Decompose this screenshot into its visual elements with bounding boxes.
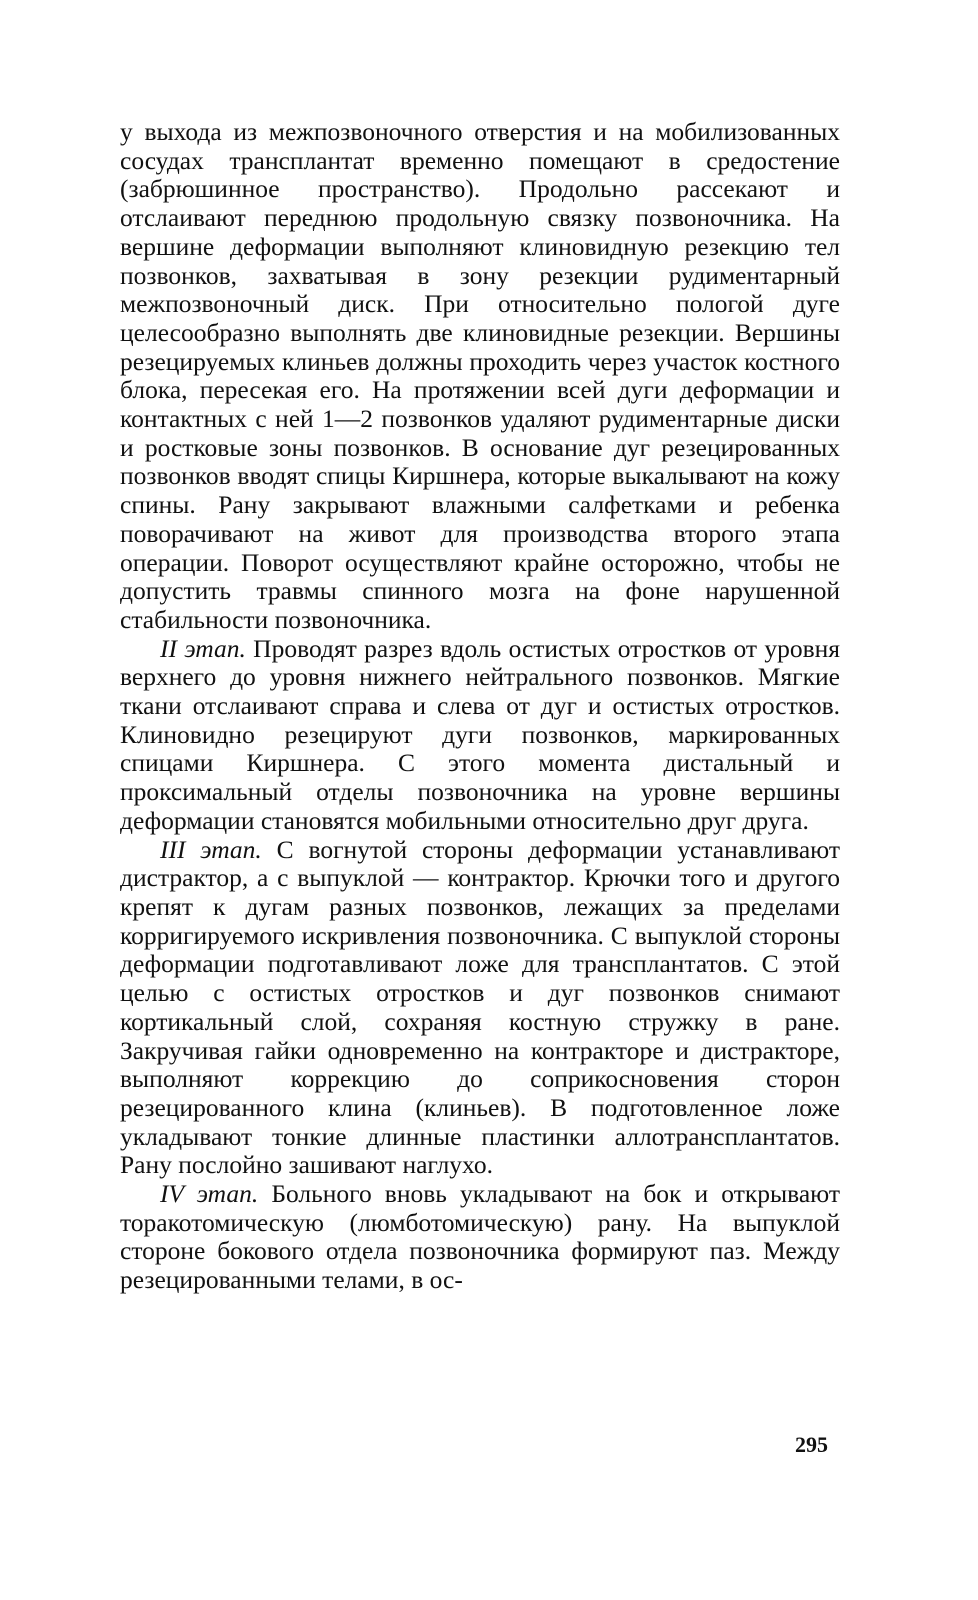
- document-body: [120, 118, 840, 1295]
- paragraph-stage-4-text: Больного вновь укладывают на бок и открывают торакотомическую (люмботомическую) рану. На выпуклой стороне бокового отдела позвоночника формируют паз. Между резецированными телами, в ос-: [120, 1179, 840, 1295]
- page-number: 295: [795, 1432, 828, 1457]
- paragraph-1: [120, 118, 840, 635]
- stage-4-label: IV этап.: [160, 1179, 259, 1209]
- paragraph-stage-3: [120, 836, 840, 1180]
- paragraph-stage-2-text: Проводят разрез вдоль остистых отростков от уровня верхнего до уровня нижнего нейтрального позвонков. Мягкие ткани отслаивают справа и слева от дуг и остистых отростков. Клиновидно резецируют дуги позвонков, маркированных спицами Киршнера. С этого момента дистальный и проксимальный отделы позвоночника на уровне вершины деформации становятся мобильными относительно друг друга.: [120, 633, 841, 835]
- paragraph-stage-3-text: С вогнутой стороны деформации устанавливают дистрактор, а с выпуклой — контрактор. Крючки того и другого крепят к дугам разных позвонков, лежащих за пределами корригируемого искривления позвоночника. С выпуклой стороны деформации подготавливают ложе для трансплантатов. С этой целью с остистых отростков и дуг позвонков снимают кортикальный слой, сохраняя костную стружку в ране. Закручивая гайки одновременно на контракторе и дистракторе, выполняют коррекцию до соприкосновения сторон резецированного клина (клиньев). В подготовленное ложе укладывают тонкие длинные пластинки аллотрансплантатов. Рану послойно зашивают наглухо.: [120, 834, 841, 1180]
- stage-3-label: III этап.: [160, 834, 262, 864]
- paragraph-stage-4: [120, 1180, 840, 1295]
- stage-2-label: II этап.: [160, 633, 246, 663]
- paragraph-1-text: у выхода из межпозвоночного отверстия и на мобилизованных сосудах трансплантат временно помещают в средостение (забрюшинное пространство). Продольно рассекают и отслаивают переднюю продольную связку позвоночника. На вершине деформации выполняют клиновидную резекцию тел позвонков, захватывая в зону резекции рудиментарный межпозвоночный диск. При относительно пологой дуге целесообразно выполнять две клиновидные резекции. Вершины резецируемых клиньев должны проходить через участок костного блока, пересекая его. На протяжении всей дуги деформации и контактных с ней 1—2 позвонков удаляют рудиментарные диски и ростковые зоны позвонков. В основание дуг резецированных позвонков вводят спицы Киршнера, которые выкалывают на кожу спины. Рану закрывают влажными салфетками и ребенка поворачивают на живот для производства второго этапа операции. Поворот осуществляют крайне осторожно, чтобы не допустить травмы спинного мозга на фоне нарушенной стабильности позвоночника.: [120, 117, 840, 634]
- paragraph-stage-2: [120, 635, 840, 836]
